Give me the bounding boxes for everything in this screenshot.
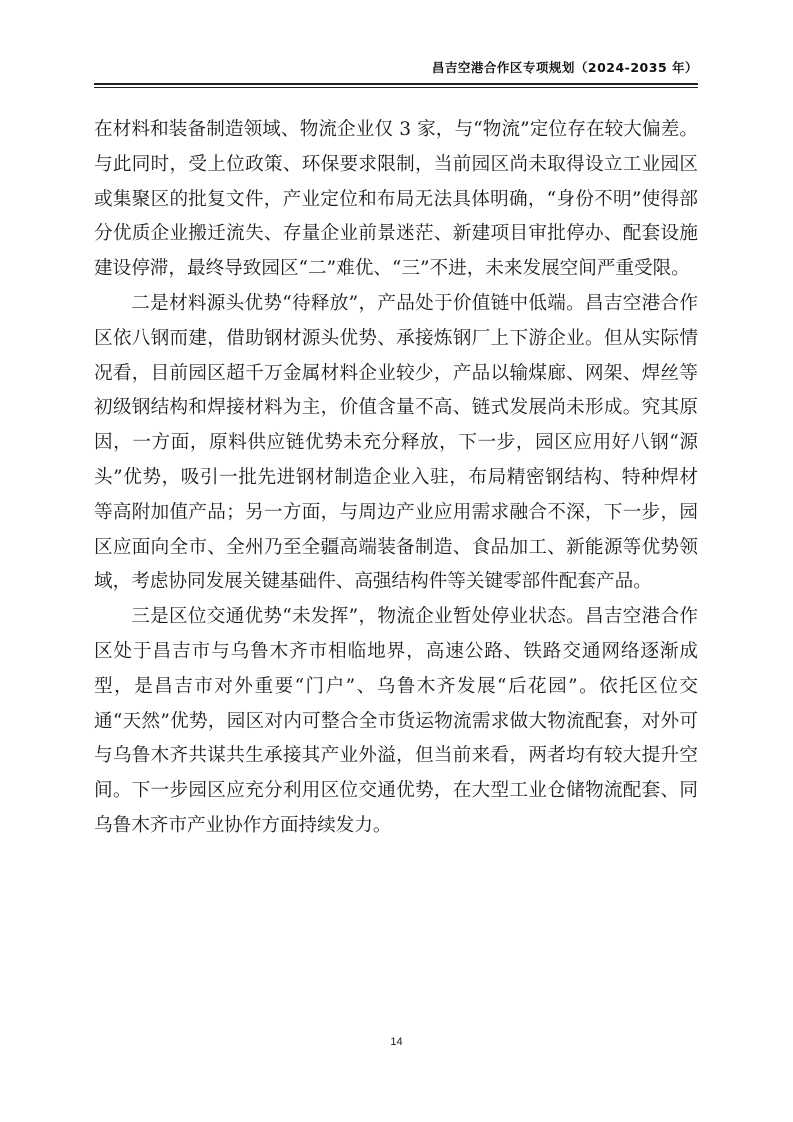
paragraph-transport-advantage: 三是区位交通优势“未发挥”，物流企业暂处停业状态。昌吉空港合作区处于昌吉市与乌鲁木齐市相临地界，高速公路、铁路交通网络逐渐成型，是昌吉市对外重要“门户”、乌鲁木齐发展“后花园”。依托区位交通“天然”优势，园区对内可整合全市货运物流需求做大物流配套，对外可与乌鲁木齐共谋共生承接其产业外溢，但当前来看，两者均有较大提升空间。下一步园区应充分利用区位交通优势，在大型工业仓储物流配套、同乌鲁木齐市产业协作方面持续发力。 [94,606,698,836]
header-rule-secondary [94,87,698,88]
header-rule [94,83,698,85]
running-header-title: 昌吉空港合作区专项规划（2024-2035 年） [431,60,698,75]
paragraph-material-advantage: 二是材料源头优势“待释放”，产品处于价值链中低端。昌吉空港合作区依八钢而建，借助钢材源头优势、承接炼钢厂上下游企业。但从实际情况看，目前园区超千万金属材料企业较少，产品以输煤廊、网架、焊丝等初级钢结构和焊接材料为主，价值含量不高、链式发展尚未形成。究其原因，一方面，原料供应链优势未充分释放，下一步，园区应用好八钢“源头”优势，吸引一批先进钢材制造企业入驻，布局精密钢结构、特种焊材等高附加值产品；另一方面，与周边产业应用需求融合不深，下一步，园区应面向全市、全州乃至全疆高端装备制造、食品加工、新能源等优势领域，考虑协同发展关键基础件、高强结构件等关键零部件配套产品。 [94,292,698,593]
page-number: 14 [390,1036,403,1048]
body-text [94,113,698,844]
paragraph-continued: 在材料和装备制造领域、物流企业仅 3 家，与“物流”定位存在较大偏差。与此同时，受上位政策、环保要求限制，当前园区尚未取得设立工业园区或集聚区的批复文件，产业定位和布局无法具体明确，“身份不明”使得部分优质企业搬迁流失、存量企业前景迷茫、新建项目审批停办、配套设施建设停滞，最终导致园区“二”难优、“三”不进，未来发展空间严重受限。 [94,119,698,280]
